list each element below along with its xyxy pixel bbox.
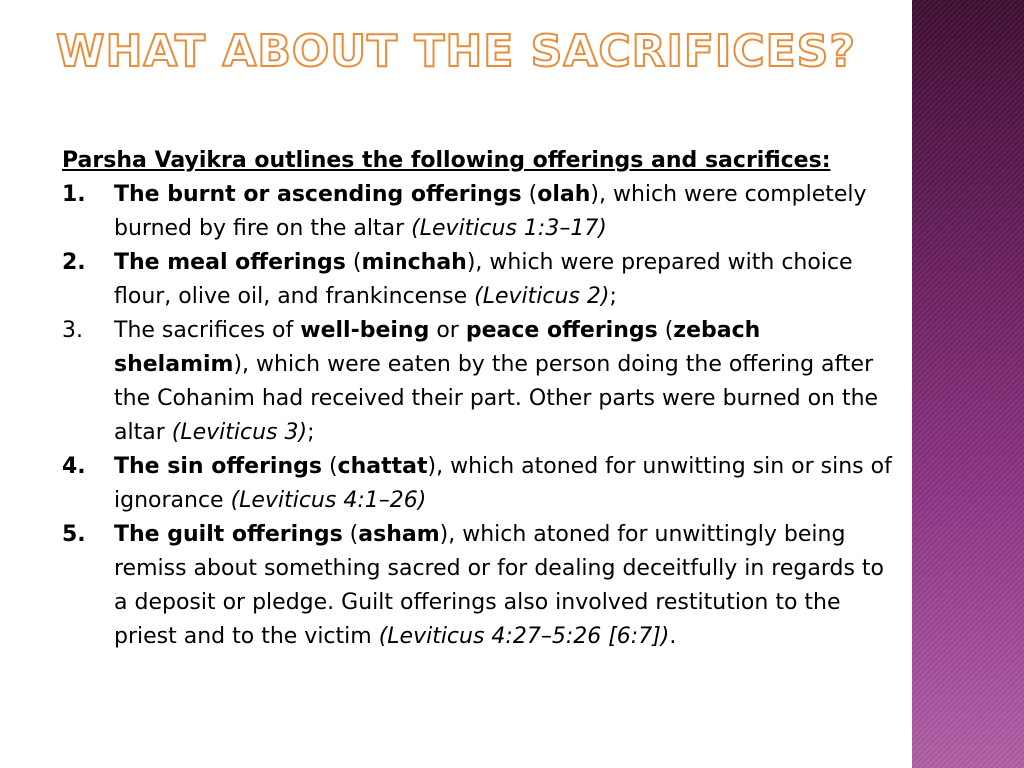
offering-name: The burnt or ascending offerings — [114, 182, 522, 207]
list-text — [114, 314, 894, 450]
offering-name: The sin offerings — [114, 454, 322, 479]
list-item-4 — [62, 450, 894, 518]
citation: (Leviticus 4:27–5:26 [6:7]) — [378, 624, 670, 649]
offering-name-alt: peace offerings — [465, 318, 658, 343]
list-number: 1. — [62, 182, 86, 207]
list-number: 3. — [62, 318, 83, 343]
offering-name: well-being — [300, 318, 430, 343]
hebrew-term: chattat — [337, 454, 428, 479]
slide-title: WHAT ABOUT THE SACRIFICES? — [56, 26, 856, 77]
punctuation: . — [669, 624, 677, 649]
offering-name: The meal offerings — [114, 250, 346, 275]
hebrew-term: zebach shelamim — [114, 318, 761, 377]
list-number: 5. — [62, 522, 86, 547]
list-item-2 — [62, 246, 894, 314]
offering-name: The guilt offerings — [114, 522, 343, 547]
prefix: The sacrifices of — [114, 318, 301, 343]
list-text — [114, 450, 894, 518]
list-number: 4. — [62, 454, 86, 479]
hebrew-term: minchah — [361, 250, 467, 275]
hebrew-term: olah — [537, 182, 591, 207]
paren-open: ( — [657, 318, 674, 343]
description: ), which atoned for unwitting sin or sins of ignorance — [114, 454, 892, 513]
description: ), which atoned for unwittingly being remiss about something sacred or for dealing deceitfully in regards to a deposit or pledge. Guilt offerings also involved restitution to the priest and to the victim — [114, 522, 884, 649]
slide-body — [62, 144, 894, 654]
list-text — [114, 178, 894, 246]
paren-open: ( — [345, 250, 362, 275]
description: ), which were prepared with choice flour, olive oil, and frankincense — [114, 250, 853, 309]
hebrew-term: asham — [358, 522, 440, 547]
decorative-side-band — [912, 0, 1024, 768]
punctuation: ; — [307, 420, 315, 445]
list-item-3 — [62, 314, 894, 450]
list-item-1 — [62, 178, 894, 246]
citation: (Leviticus 2) — [474, 284, 610, 309]
description: ), which were completely burned by fire on the altar — [114, 182, 867, 241]
conjunction: or — [429, 318, 466, 343]
list-text — [114, 246, 894, 314]
description: ), which were eaten by the person doing the offering after the Cohanim had received their part. Other parts were burned on the altar — [114, 352, 879, 445]
list-number: 2. — [62, 250, 86, 275]
citation: (Leviticus 1:3–17) — [411, 216, 607, 241]
list-item-5 — [62, 518, 894, 654]
paren-open: ( — [321, 454, 338, 479]
paren-open: ( — [342, 522, 359, 547]
list-text — [114, 518, 894, 654]
paren-open: ( — [521, 182, 538, 207]
intro-line: Parsha Vayikra outlines the following offerings and sacrifices: — [62, 148, 831, 173]
citation: (Leviticus 3) — [171, 420, 308, 445]
citation: (Leviticus 4:1–26) — [230, 488, 427, 513]
punctuation: ; — [609, 284, 617, 309]
